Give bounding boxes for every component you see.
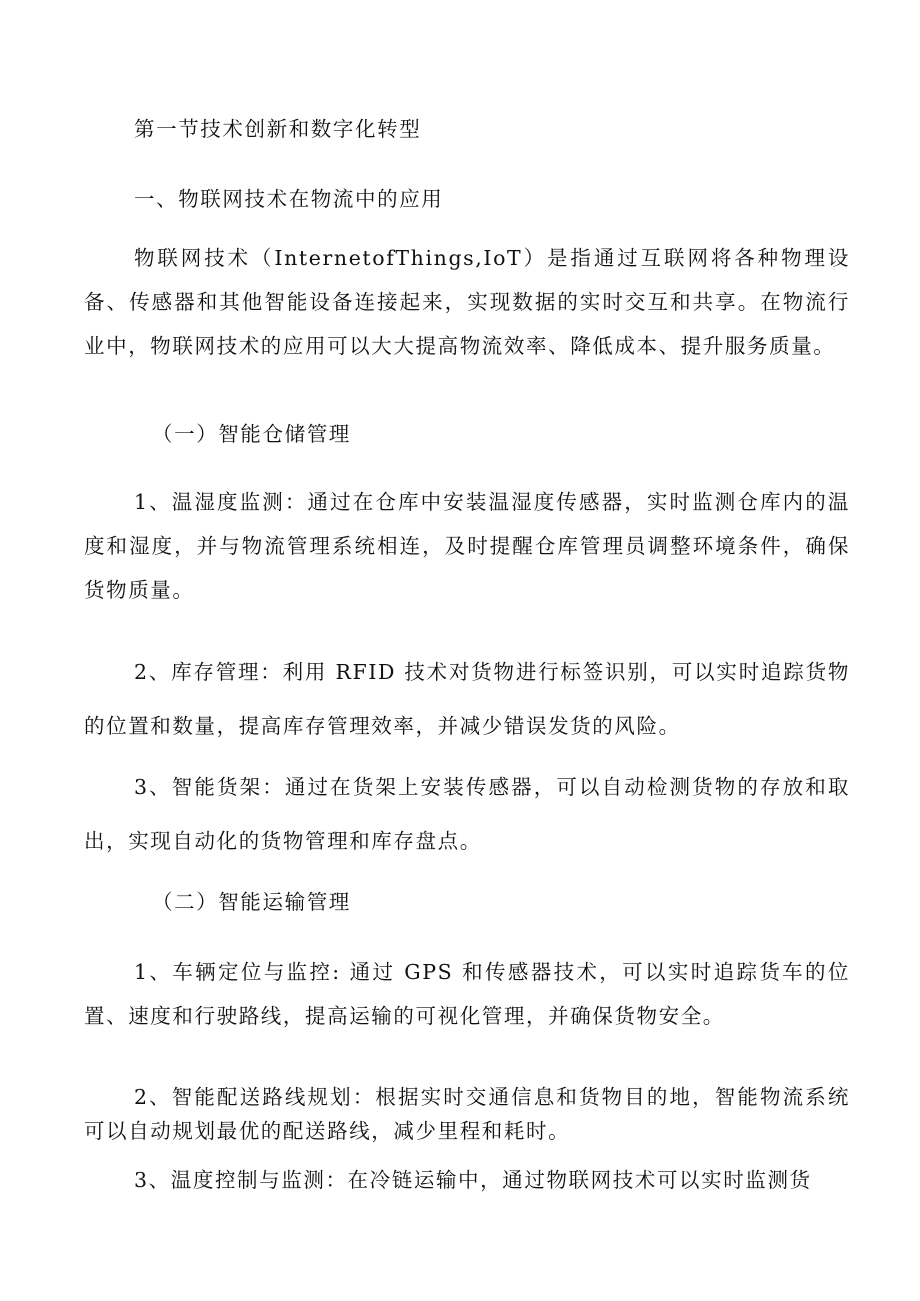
transport-item-2: 2、智能配送路线规划：根据实时交通信息和货物目的地，智能物流系统可以自动规划最优的配送路线，减少里程和耗时。 [84,1085,850,1143]
subheading-smart-warehouse: （一）智能仓储管理 [152,422,351,446]
warehouse-item-1: 1、温湿度监测：通过在仓库中安装温湿度传感器，实时监测仓库内的温度和湿度，并与物流管理系统相连，及时提醒仓库管理员调整环境条件，确保货物质量。 [84,490,850,602]
section-title: 第一节技术创新和数字化转型 [134,117,422,141]
heading-iot-logistics: 一、物联网技术在物流中的应用 [134,187,444,211]
intro-paragraph: 物联网技术（InternetofThings,IoT）是指通过互联网将各种物理设备、传感器和其他智能设备连接起来，实现数据的实时交互和共享。在物流行业中，物联网技术的应用可以大大提高物流效率、降低成本、提升服务质量。 [84,246,850,358]
transport-item-3: 3、温度控制与监测：在冷链运输中，通过物联网技术可以实时监测货 [134,1168,812,1192]
subheading-smart-transport: （二）智能运输管理 [152,890,351,914]
warehouse-item-2: 2、库存管理：利用 RFID 技术对货物进行标签识别，可以实时追踪货物的位置和数量，提高库存管理效率，并减少错误发货的风险。 [84,660,850,738]
warehouse-item-3: 3、智能货架：通过在货架上安装传感器，可以自动检测货物的存放和取出，实现自动化的货物管理和库存盘点。 [84,775,850,853]
transport-item-1: 1、车辆定位与监控: 通过 GPS 和传感器技术，可以实时追踪货车的位置、速度和行驶路线，提高运输的可视化管理，并确保货物安全。 [84,960,850,1028]
